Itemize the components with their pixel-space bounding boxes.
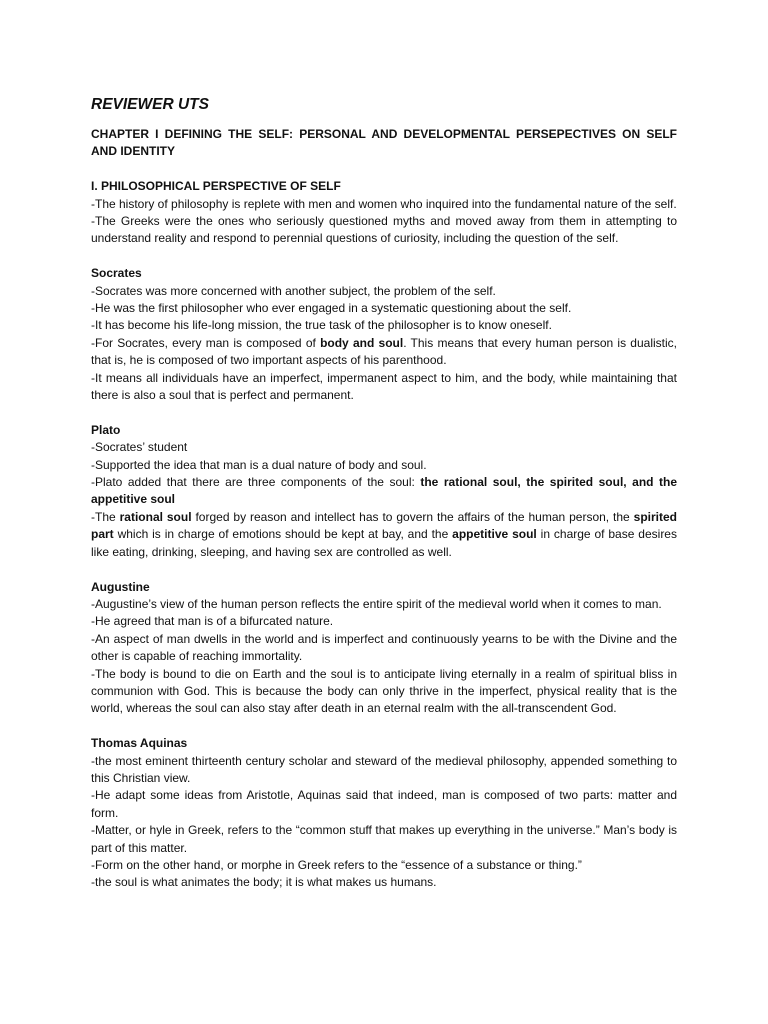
bold-term: spirited part [91, 509, 678, 542]
socrates-point [91, 335, 677, 370]
intro-paragraph: -The Greeks were the ones who seriously questioned myths and moved away from them in attempting to understand reality and respond to perennial questions of curiosity, including the question of the self. [91, 214, 677, 246]
socrates-section [91, 265, 677, 404]
text-run: which is in charge of emotions should be kept at bay, and the [113, 527, 453, 542]
document-title: REVIEWER UTS [91, 96, 209, 113]
text-run: -The [91, 509, 120, 524]
aquinas-point: -Form on the other hand, or morphe in Greek refers to the “essence of a substance or thing.” [91, 857, 582, 872]
aquinas-heading: Thomas Aquinas [91, 736, 188, 751]
socrates-point: -It means all individuals have an imperfect, impermanent aspect to him, and the body, while maintaining that there is also a soul that is perfect and permanent. [91, 370, 677, 403]
plato-section [91, 422, 677, 561]
plato-heading: Plato [91, 422, 121, 437]
socrates-point: -He was the first philosopher who ever engaged in a systematic questioning about the self. [91, 301, 572, 316]
philosophical-section [91, 178, 677, 248]
augustine-heading: Augustine [91, 579, 150, 594]
socrates-point: -It has become his life-long mission, the true task of the philosopher is to know oneself. [91, 318, 552, 333]
text-run: -Plato added that there are three components of the soul: [91, 475, 421, 490]
augustine-point: -An aspect of man dwells in the world and is imperfect and continuously yearns to be with the Divine and the other is capable of reaching immortality. [91, 631, 677, 664]
aquinas-point: -Matter, or hyle in Greek, refers to the “common stuff that makes up everything in the universe.” Man’s body is part of this matter. [91, 823, 677, 855]
aquinas-point: -the most eminent thirteenth century scholar and steward of the medieval philosophy, appended something to this Christian view. [91, 753, 677, 785]
text-run: forged by reason and intellect has to govern the affairs of the human person, the [191, 509, 634, 524]
text-run: . This means that every human person is dualistic, that is, he is composed of two important aspects of his parenthood. [91, 335, 677, 368]
text-run: -For Socrates, every man is composed of [91, 335, 321, 350]
section-heading: I. PHILOSOPHICAL PERSPECTIVE OF SELF [91, 179, 341, 194]
bold-term: rational soul [119, 509, 192, 524]
augustine-point: -The body is bound to die on Earth and the soul is to anticipate living eternally in a realm of spiritual bliss in communion with God. This is because the body can only thrive in the imperfect, physical reality that is the world, whereas the soul can also stay after death in an eternal realm with the all-transcendent God. [91, 666, 677, 716]
plato-point: -Supported the idea that man is a dual nature of body and soul. [91, 457, 427, 472]
augustine-section [91, 579, 677, 718]
socrates-heading: Socrates [91, 266, 142, 281]
bold-term: the rational soul, the spirited soul, and the appetitive soul [91, 475, 677, 507]
plato-point [91, 474, 677, 509]
augustine-point: -Augustine’s view of the human person reflects the entire spirit of the medieval world when it comes to man. [91, 596, 662, 611]
aquinas-section [91, 735, 677, 892]
plato-point [91, 509, 677, 561]
augustine-point: -He agreed that man is of a bifurcated nature. [91, 614, 334, 629]
aquinas-point: -the soul is what animates the body; it is what makes us humans. [91, 875, 437, 890]
text-run: in charge of base desires like eating, drinking, sleeping, and having sex are controlled as well. [91, 527, 677, 559]
chapter-heading: CHAPTER I DEFINING THE SELF: PERSONAL AND DEVELOPMENTAL PERSEPECTIVES ON SELF AND IDENTITY [91, 127, 677, 159]
socrates-point: -Socrates was more concerned with another subject, the problem of the self. [91, 283, 496, 298]
intro-paragraph: -The history of philosophy is replete with men and women who inquired into the fundamental nature of the self. [91, 196, 677, 211]
document-page [91, 94, 677, 909]
bold-term: appetitive soul [452, 527, 537, 542]
bold-term: body and soul [320, 335, 404, 350]
aquinas-point: -He adapt some ideas from Aristotle, Aquinas said that indeed, man is composed of two parts: matter and form. [91, 788, 677, 820]
plato-point: -Socrates’ student [91, 440, 188, 455]
